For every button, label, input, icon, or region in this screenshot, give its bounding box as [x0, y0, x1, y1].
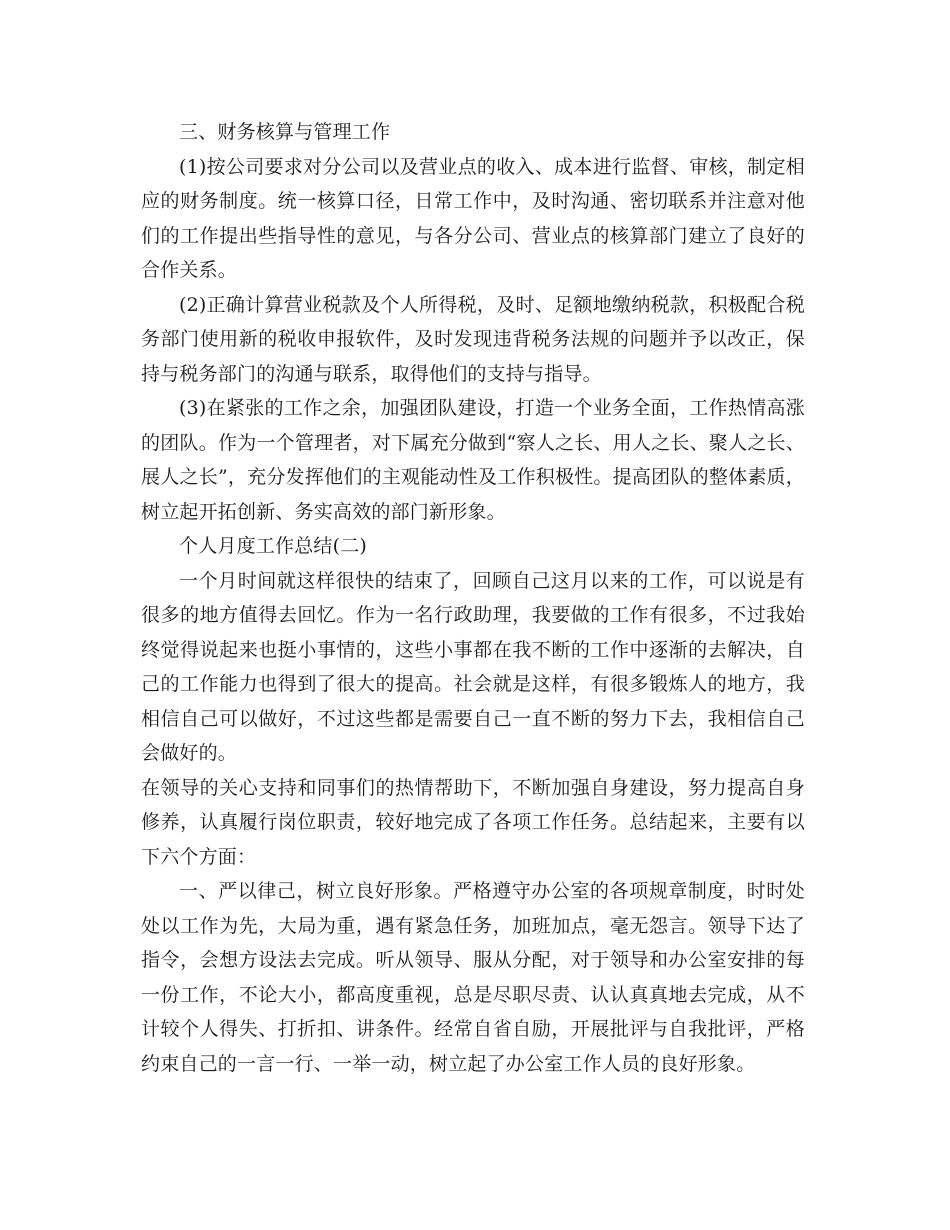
section-heading-summary-2: 个人月度工作总结(二) [179, 535, 368, 557]
paragraph-intro: 一个月时间就这样很快的结束了，回顾自己这月以来的工作，可以说是有很多的地方值得去回忆。作为一名行政助理，我要做的工作有很多，不过我始终觉得说起来也挺小事情的，这些小事都在我不断的工作中逐渐的去解决，自己的工作能力也得到了很大的提高。社会就是这样，有很多锻炼人的地方，我相信自己可以做好，不过这些都是需要自己一直不断的努力下去，我相信自己会做好的。 [141, 569, 805, 764]
paragraph-item-3: (3)在紧张的工作之余，加强团队建设，打造一个业务全面，工作热情高涨的团队。作为一个管理者，对下属充分做到“察人之长、用人之长、聚人之长、展人之长”，充分发挥他们的主观能动性及工作积极性。提高团队的整体素质，树立起开拓创新、务实高效的部门新形象。 [141, 397, 805, 523]
paragraph-point-1: 一、严以律己，树立良好形象。严格遵守办公室的各项规章制度，时时处处以工作为先，大局为重，遇有紧急任务，加班加点，毫无怨言。领导下达了指令，会想方设法去完成。听从领导、服从分配，对于领导和办公室安排的每一份工作，不论大小，都高度重视，总是尽职尽责、认认真真地去完成，从不计较个人得失、打折扣、讲条件。经常自省自励，开展批评与自我批评，严格约束自己的一言一行、一举一动，树立起了办公室工作人员的良好形象。 [141, 880, 805, 1075]
section-heading-finance: 三、财务核算与管理工作 [179, 121, 391, 143]
paragraph-overview: 在领导的关心支持和同事们的热情帮助下，不断加强自身建设，努力提高自身修养，认真履行岗位职责，较好地完成了各项工作任务。总结起来，主要有以下六个方面： [141, 776, 805, 868]
document-body [141, 115, 805, 1081]
paragraph-item-1: (1)按公司要求对分公司以及营业点的收入、成本进行监督、审核，制定相应的财务制度。统一核算口径，日常工作中，及时沟通、密切联系并注意对他们的工作提出些指导性的意见，与各分公司、营业点的核算部门建立了良好的合作关系。 [141, 155, 805, 281]
paragraph-item-2: (2)正确计算营业税款及个人所得税，及时、足额地缴纳税款，积极配合税务部门使用新的税收申报软件，及时发现违背税务法规的问题并予以改正，保持与税务部门的沟通与联系，取得他们的支持与指导。 [141, 293, 805, 385]
